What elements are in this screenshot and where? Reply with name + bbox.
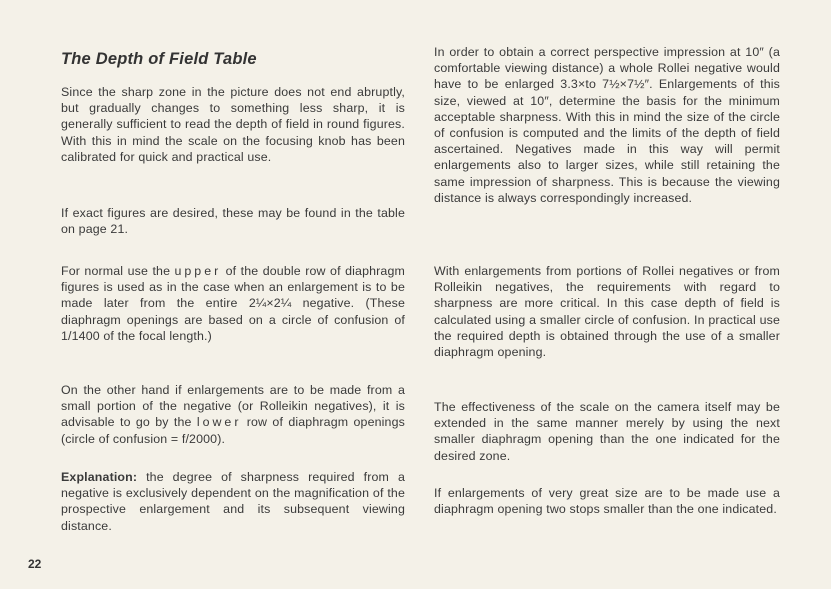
explanation-label: Explanation: (61, 470, 138, 484)
paragraph-sharp-zone: Since the sharp zone in the picture does not end abruptly, but gradually changes to something less sharp, it is generally sufficient to read the depth of field in round figures. With this in mind the scale on the focusing knob has been calibrated for quick and practical use. (61, 85, 405, 164)
paragraph-normal-use (61, 263, 405, 344)
paragraph-other-hand (61, 382, 405, 447)
page-number: 22 (28, 557, 42, 571)
explanation-text: the degree of sharpness required from a negative is exclusively dependent on the magnification of the prospective enlargement and its subsequent viewing distance. (61, 470, 405, 533)
other-hand-text-a: On the other hand if enlargements are to be made from a small portion of the negative (or Rolleikin negatives), it is advisable to go by the (61, 383, 405, 430)
normal-use-text-b: of the double row of diaphragm figures is used as in the case when an enlargement is to be made later from the entire 2¼×2¼ negative. (These diaphragm openings are based on a circle of confusion of 1/1400 of the focal length.) (61, 264, 405, 343)
other-hand-text-b: row of diaphragm openings (circle of confusion = f/2000). (61, 415, 405, 446)
paragraph-effectiveness: The effectiveness of the scale on the camera itself may be extended in the same manner merely by using the next smaller diaphragm opening than the one indicated for the desired zone. (434, 400, 780, 463)
paragraph-perspective: In order to obtain a correct perspective impression at 10″ (a comfortable viewing distance) a whole Rollei negative would have to be enlarged 3.3×to 7½×7½″. Enlargements of this size, viewed at 10″, determine the basis for the minimum acceptable sharpness. With this in mind the size of the circle of confusion is computed and the limits of the depth of field ascertained. Negatives made in this way will permit enlargements also to larger sizes, while still retaining the same impression of sharpness. This is because the viewing distance is always correspondingly increased. (434, 45, 780, 205)
lower-emphasis: lower (196, 415, 242, 430)
page-title: The Depth of Field Table (61, 50, 257, 68)
paragraph-portions: With enlargements from portions of Rollei negatives or from Rolleikin negatives, the requirements with regard to sharpness are more critical. In this case depth of field is calculated using a smaller circle of confusion. In practical use the required depth is obtained through the use of a smaller diaphragm opening. (434, 264, 780, 360)
paragraph-great-size: If enlargements of very great size are to be made use a diaphragm opening two stops smaller than the one indicated. (434, 486, 780, 517)
paragraph-explanation (61, 469, 405, 534)
upper-emphasis: upper (174, 264, 222, 278)
normal-use-text-a: For normal use the (61, 264, 175, 278)
paragraph-exact-figures: If exact figures are desired, these may be found in the table on page 21. (61, 206, 405, 237)
